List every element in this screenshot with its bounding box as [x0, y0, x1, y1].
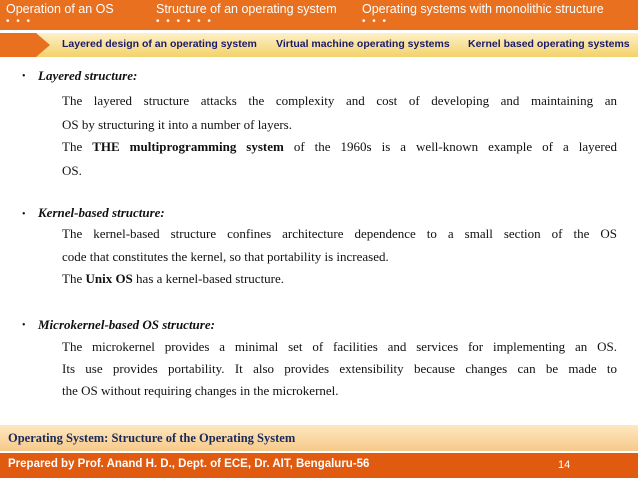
sub-tab-virtual-machine[interactable]: Virtual machine operating systems [276, 38, 450, 50]
sub-tab-layered-design[interactable]: Layered design of an operating system [62, 38, 257, 50]
bullet: • [22, 71, 26, 82]
body-line: OS by structuring it into a number of layers. [62, 117, 292, 132]
body-line: The kernel-based structure confines architecture dependence to a small section of the OS [62, 226, 617, 241]
sub-tab-kernel-based[interactable]: Kernel based operating systems [468, 38, 630, 50]
sub-nav-chevron [0, 33, 36, 57]
body-line: The microkernel provides a minimal set of facilities and services for implementing an OS. [62, 339, 617, 354]
text-run: The [62, 271, 86, 286]
text-run: The [62, 139, 93, 154]
body-line: Its use provides portability. It also provides extensibility because changes can be made to [62, 361, 617, 376]
bullet: • [22, 320, 26, 331]
section-heading-layered: Layered structure: [38, 68, 138, 83]
section-heading-microkernel: Microkernel-based OS structure: [38, 317, 215, 332]
top-tab-progress-dots[interactable]: • • • • • • [156, 16, 213, 27]
top-nav-bar [0, 0, 638, 30]
text-run: has a kernel-based structure. [132, 271, 285, 286]
bullet: • [22, 209, 26, 220]
top-tab-monolithic-structure[interactable]: Operating systems with monolithic structure [362, 2, 604, 16]
top-tab-operation-of-os[interactable]: Operation of an OS [6, 2, 114, 16]
body-line-with-bold [62, 139, 617, 155]
section-heading-kernel: Kernel-based structure: [38, 205, 165, 220]
footer-title-bar [0, 425, 638, 451]
text-run: of the 1960s is a well-known example of a layered [283, 139, 617, 154]
bold-term: Unix OS [85, 271, 133, 286]
footer-credit: Prepared by Prof. Anand H. D., Dept. of ECE, Dr. AIT, Bengaluru-56 [8, 458, 370, 470]
top-tab-structure-of-os[interactable]: Structure of an operating system [156, 2, 337, 16]
bold-term: THE multiprogramming system [92, 139, 284, 154]
sub-nav-chevron-tip [36, 33, 50, 57]
footer-title: Operating System: Structure of the Operating System [8, 431, 296, 445]
top-tab-progress-dots[interactable]: • • • [6, 16, 33, 27]
top-tab-progress-dots[interactable]: • • • [362, 16, 389, 27]
body-line: OS. [62, 163, 82, 178]
footer-credit-bar [0, 453, 638, 478]
body-line: the OS without requiring changes in the microkernel. [62, 383, 339, 398]
page-number: 14 [558, 459, 571, 471]
body-line-with-bold [62, 271, 617, 287]
body-line: The layered structure attacks the complexity and cost of developing and maintaining an [62, 93, 617, 108]
body-line: code that constitutes the kernel, so that portability is increased. [62, 249, 389, 264]
